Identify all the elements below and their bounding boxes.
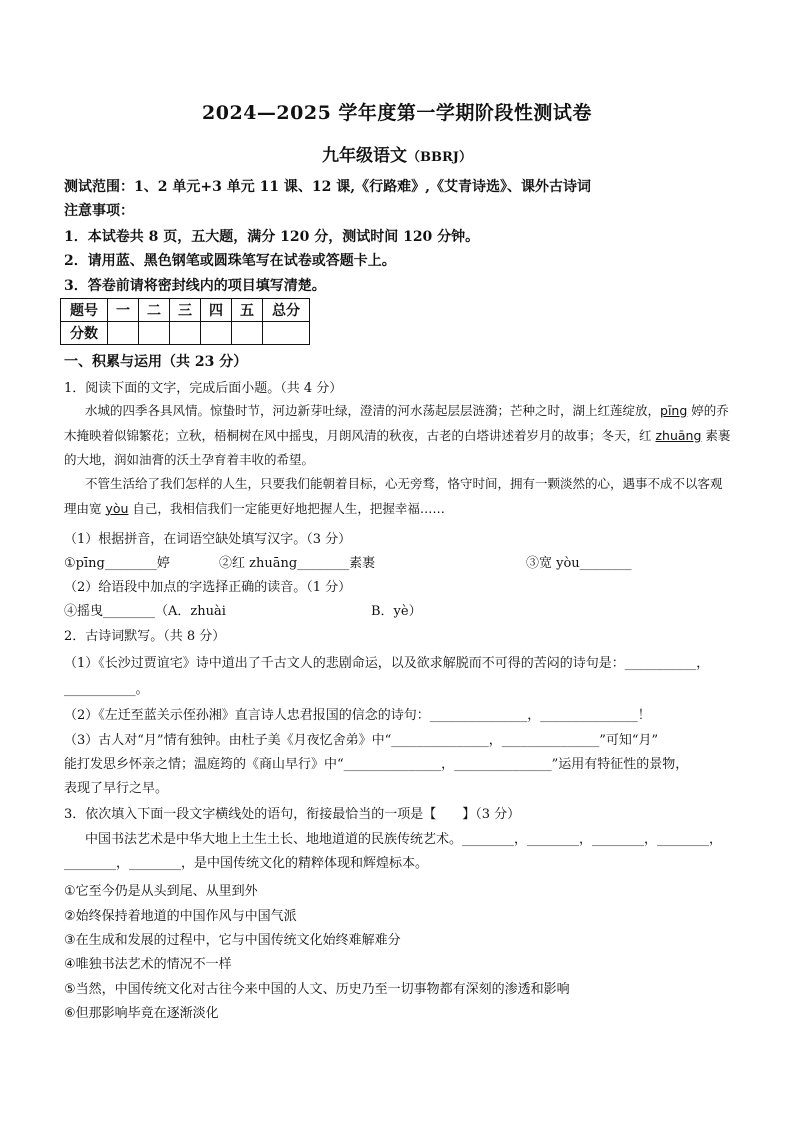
sentence-option: ⑥但那影响毕竟在逐渐淡化 [64,1006,219,1021]
score-input-cell[interactable] [170,322,201,345]
subject-name: 九年级语文 [322,146,408,166]
notes-label: 注意事项： [64,203,134,219]
score-input-cell[interactable] [139,322,170,345]
poem-dictation-line[interactable]: 能打发思乡怀亲之情；温庭筠的《商山早行》中“_______________，_______________”运用有特征性的景物， [64,757,689,772]
poem-dictation-line[interactable]: （2）《左迁至蓝关示侄孙湘》直言诗人忠君报国的信念的诗句：_______________，_______________！ [64,708,651,723]
score-table-score-row [61,322,310,345]
exam-title: 2024—2025 学年度第一学期阶段性测试卷 [202,102,592,124]
score-table [60,298,310,345]
score-table-cell: 题号 [61,299,108,322]
pinyin-you: yòu [105,500,129,516]
fill-blank-ping[interactable]: ①pīng________婷 [64,556,170,571]
sentence-option: ①它至今仍是从头到尾、从里到外 [64,884,258,899]
question-2-prompt: 2．古诗词默写。（共 8 分） [64,629,226,644]
score-table-cell: 四 [201,299,232,322]
question-3-text[interactable]: ________，________，是中国传统文化的精粹体现和辉煌标本。 [64,856,429,871]
question-1-prompt: 1．阅读下面的文字，完成后面小题。（共 4 分） [64,381,343,396]
score-input-cell[interactable] [263,322,310,345]
note-item: 3．答卷前请将密封线内的项目填写清楚。 [64,278,326,294]
score-table-cell: 二 [139,299,170,322]
question-3-text[interactable]: 中国书法艺术是中华大地上土生土长、地地道道的民族传统艺术。________，________，________，________， [85,832,723,847]
pronunciation-choice[interactable]: ④摇曳________（A．zhuài [64,604,226,619]
passage-paragraph-2: 不管生活给了我们怎样的人生，只要我们能朝着目标，心无旁骛，恪守时间，拥有一颗淡然的心，遇事不成不以客观理由宽 yòu 自己，我相信我们一定能更好地把握人生，把握幸福…… [64,476,723,516]
note-item: 1．本试卷共 8 页，五大题，满分 120 分，测试时间 120 分钟。 [64,229,480,245]
section-heading: 一、积累与运用（共 23 分） [64,354,248,370]
fill-blank-you[interactable]: ③宽 yòu________ [526,556,632,571]
pronunciation-option-b: B．yè） [371,604,422,619]
score-table-header-row [61,299,310,322]
score-input-cell[interactable] [232,322,263,345]
pinyin-zhuang: zhuāng [655,427,702,443]
exam-subtitle [0,141,794,166]
question-3-prompt: 3．依次填入下面一段文字横线处的语句，衔接最恰当的一项是【 】（3 分） [64,807,521,822]
sentence-option: ⑤当然，中国传统文化对古往今来中国的人文、历史乃至一切事物都有深刻的渗透和影响 [64,982,570,997]
poem-dictation-line[interactable]: （3）古人对“月”情有独钟。由杜子美《月夜忆舍弟》中“_______________，_______________”可知“月” [64,733,659,748]
fill-blank-zhuang[interactable]: ②红 zhuāng________素裹 [219,556,376,571]
sentence-option: ④唯独书法艺术的情况不一样 [64,957,232,972]
sentence-option: ②始终保持着地道的中国作风与中国气派 [64,909,297,924]
score-table-cell: 总分 [263,299,310,322]
subquestion-2: （2）给语段中加点的字选择正确的读音。（1 分） [64,580,352,595]
poem-dictation-line[interactable]: ___________。 [64,682,149,697]
score-table-cell: 一 [108,299,139,322]
score-input-cell[interactable] [108,322,139,345]
score-table-cell: 五 [232,299,263,322]
pinyin-ping: pīng [660,403,688,418]
score-table-cell: 分数 [61,322,108,345]
test-scope: 测试范围：1、2 单元+3 单元 11 课、12 课,《行路难》,《艾青诗选》、课外古诗词 [64,179,592,195]
poem-dictation-line[interactable]: （1）《长沙过贾谊宅》诗中道出了千古文人的悲剧命运，以及欲求解脱而不可得的苦闷的诗句是：___________， [64,656,710,671]
note-item: 2．请用蓝、黑色钢笔或圆珠笔写在试卷或答题卡上。 [64,253,396,269]
passage-paragraph-1: 水城的四季各具风情。惊蛰时节，河边新芽吐绿，澄清的河水荡起层层涟漪；芒种之时，湖上红莲绽放，pīng 婷的乔木掩映着似锦繁花；立秋，梧桐树在风中摇曳，月朗风清的秋夜，古老的白塔讲述着岁月的故事；冬天，红 zhuāng 素裹的大地，润如油膏的沃土孕育着丰收的希望。 [64,403,731,467]
subquestion-1: （1）根据拼音，在词语空缺处填写汉字。（3 分） [64,532,352,547]
poem-dictation-line: 表现了早行之早。 [64,781,169,796]
edition-code: （BBRJ） [407,150,472,165]
sentence-option: ③在生成和发展的过程中，它与中国传统文化始终难解难分 [64,933,401,948]
score-table-cell: 三 [170,299,201,322]
score-input-cell[interactable] [201,322,232,345]
